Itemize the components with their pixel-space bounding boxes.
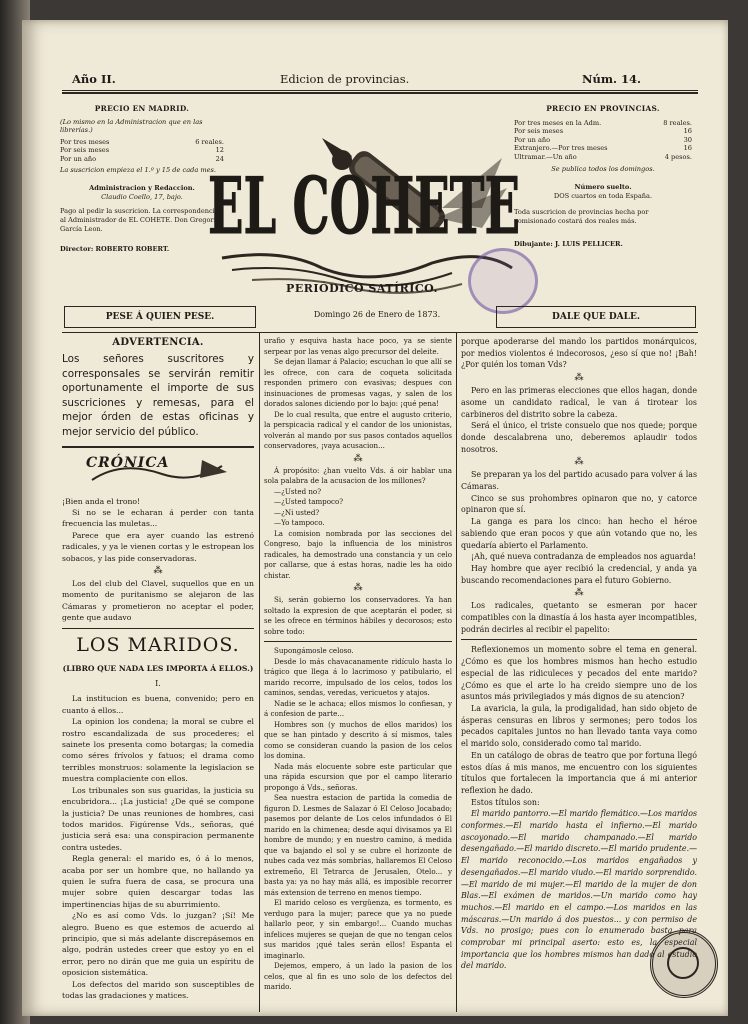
col2-paragraph: Hombres son (y muchos de ellos maridos) los que se han pintado y descrito á sí mismos, tales como se consideran cuando la pasion de los celos los domina. — [264, 719, 452, 760]
issue-date: Domingo 26 de Enero de 1873. — [313, 310, 441, 319]
banner-right-box — [496, 306, 696, 328]
advertencia-rule — [62, 446, 254, 448]
price-label: Extranjero.—Por tres meses — [514, 144, 608, 153]
drawer-name: Dibujante: J. LUIS PELLICER. — [514, 239, 623, 248]
maridos-paragraph: La institucion es buena, convenido; pero en cuanto á ellos... — [62, 694, 254, 715]
price-provinces-list — [514, 119, 692, 162]
right-info-block — [514, 104, 692, 248]
price-label: Por tres meses — [60, 137, 110, 146]
price-value: 8 reales. — [663, 118, 692, 127]
column-2 — [264, 336, 452, 993]
col2-paragraph: Nada más elocuente sobre este particular que una rápida escursion que por el campo literario propongo á Vds., señoras. — [264, 761, 452, 792]
seal-stamp-icon — [650, 930, 718, 998]
left-info-block — [60, 104, 224, 254]
col2-paragraph: Nadie se le achaca; ellos mismos lo confiesan, y á confesion de parte... — [264, 698, 452, 718]
price-value: 12 — [215, 146, 224, 155]
asterism: ⁂ — [574, 373, 584, 384]
section-rule — [62, 628, 254, 629]
price-value: 6 reales. — [195, 137, 224, 146]
edition-label: Edicion de provincias. — [280, 72, 410, 86]
price-provinces-heading: PRECIO EN PROVINCIAS. — [546, 104, 660, 113]
maridos-section: I. — [155, 679, 161, 689]
price-label: Por seis meses — [514, 127, 564, 136]
cronica-paragraph: Parece que era ayer cuando las estrenó radicales, y ya le vienen cortas y le estropean los sobacos, y las pide conservadoras. — [62, 530, 254, 563]
advertencia-body: Los señores suscritores y corresponsales se servirán remitir oportunamente el importe de sus suscriciones y remesas, para el mejor órden de estas oficinas y mejor servicio del público. — [62, 353, 254, 438]
issue-number: Núm. 14. — [582, 72, 642, 86]
column-rule-1 — [259, 332, 260, 1012]
price-madrid-heading: PRECIO EN MADRID. — [94, 104, 190, 113]
price-label: Por un año — [514, 135, 551, 144]
col2-paragraph: —¿Usted tampoco? — [274, 497, 344, 506]
col3-paragraph: El marido pantorro.—El marido flemático.—Los maridos conformes.—El marido hasta el infierno.—El marido ascoyonado.—El marido champanado.—El marido desengañado.—El marido discreto.—El marido prudente.—El marido reconocido.—Los maridos engañados y desengañados.—El marido viudo.—El marido sorprendido.—El marido de mi mujer.—El marido de la mujer de don Blas.—El exámen de maridos.—Un marido como hay muchos.—El marido en el campo.—Los maridos en las máscaras.—Un marido á dos puestos... y con permiso de Vds. no prosigo; pues con lo enumerado basta para comprobar mi principal aserto: esto es, la especial importancia que los hombres mismos han dado al estudio del marido. — [461, 809, 697, 971]
price-label: Por tres meses en la Adm. — [514, 118, 602, 127]
col3-paragraph: En un catálogo de obras de teatro que por fortuna llegó estos días á mis manos, me encuentro con los siguientes títulos que fortalecen la importancia que á mi anterior reflexion he dado. — [461, 750, 697, 795]
price-label: Por seis meses — [60, 146, 110, 155]
banner-right: DALE QUE DALE. — [552, 312, 640, 322]
advertencia-title: ADVERTENCIA. — [112, 337, 204, 348]
col2-paragraph: Á propósito: ¿han vuelto Vds. á oir hablar una sola palabra de la acusacion de los millones? — [264, 465, 452, 485]
price-value: 30 — [683, 135, 692, 144]
col3-paragraph: porque apoderarse del mando los partidos monárquicos, por medios violentos é indecorosos, ¿eso sí que no! ¡Bah! ¿Por quién los toman Vds? — [461, 337, 697, 370]
col3-paragraph: Reflexionemos un momento sobre el tema en general. ¿Cómo es que los hombres mismos han hecho estudio especial de las ridiculeces y pecados del ente marido? ¿Cómo es que el arte lo ha creido siempre uno de los asuntos más privilegiados y más dignos de su atencion? — [461, 645, 697, 702]
subscription-note: La suscricion empieza el 1.º y 15 de cada mes. — [60, 165, 217, 174]
col3-paragraph: Cinco se sus prohombres opinaron que no, y catorce opinaron que sí. — [461, 493, 697, 515]
maridos-subtitle: (LIBRO QUE NADA LES IMPORTA Á ELLOS.) — [62, 663, 254, 673]
newspaper-page — [22, 20, 728, 1016]
provinces-note: Toda suscricion de provincias hecha por comisionado costará dos reales más. — [514, 208, 649, 225]
cronica-paragraph: Si no se le echaran á perder con tanta frecuencia las muletas... — [62, 507, 254, 529]
orders-note: Pago al pedir la suscricion. La correspondencia al Administrador de EL COHETE. Don Gregorio García Leon. — [60, 207, 220, 233]
cronica-heading — [62, 452, 254, 492]
col2-paragraph: Sea nuestra estacion de partida la comedia de figuron D. Lesmes de Salazar ó El Celoso Jocabado; pasemos por delante de Los celos infundados ó El marido en la chimenea; desde aquí divisamos ya El hombre de mundo; y en nuestro camino, á medida que va bajando el sol y se cubre el horizonte de nubes cada vez más sombrías, hallaremos El Celoso extremeño, El Tetrarca de Jerusalen, Otelo... y basta ya: ya no hay más allá, es imposible recorrer más extension de terreno en menos tiempo. — [264, 793, 452, 897]
col2-paragraph: —¿Ni usted? — [274, 507, 320, 517]
banner-left-box — [64, 306, 256, 328]
asterism: ⁂ — [353, 453, 363, 464]
price-value: 24 — [215, 154, 224, 163]
admin-address: Claudio Coello, 17, bajo. — [101, 192, 183, 201]
price-value: 16 — [683, 127, 692, 136]
cronica-paragraph: Los del club del Clavel, suquellos que en un momento de puritanismo se alejaron de las Cámaras y prometieron no aceptar el poder, gente que audavo — [62, 579, 254, 623]
price-madrid-note: (Lo mismo en la Administracion que en las librerías.) — [60, 117, 203, 135]
col3-paragraph: Los radicales, quetanto se esmeran por hacer compatibles con la dinastía á los hasta ayer incompatibles, podrán decirles al recibir el papelito: — [461, 601, 697, 634]
publication-note: Se publica todos los domingos. — [551, 164, 655, 173]
col3-paragraph: La ganga es para los cinco: han hecho el héroe sabiendo que eran pocos y que aún votando que no, les quedaría abierto el Parlamento. — [461, 517, 697, 550]
section-rule — [461, 639, 697, 640]
col3-paragraph: Se preparan ya los del partido acusado para volver á las Cámaras. — [461, 470, 697, 492]
maridos-paragraph: ¿No es así como Vds. lo juzgan? ¡Sí! Me alegro. Bueno es que estemos de acuerdo al principio, que si más adelante discrepásemos en algo, podrán ustedes creer que estoy yo en el error, pero no dirán que me guia un espíritu de oposicion sistemática. — [62, 911, 254, 978]
maridos-paragraph: La opinion los condena; la moral se cubre el rostro escandalizada de sus procederes; el sainete los presenta como botargas; la comedia como séres frívolos y fatuos; el drama como terribles monstruos: solamente la legislacion se muestra complaciente con ellos. — [62, 717, 254, 784]
asterism: ⁂ — [153, 566, 163, 576]
maridos-title: LOS MARIDOS. — [76, 633, 240, 656]
section-rule — [264, 641, 452, 642]
loose-number-heading: Número suelto. — [574, 183, 632, 192]
cronica-paragraph: ¡Bien anda el trono! — [62, 496, 141, 506]
col3-paragraph: La avaricia, la gula, la prodigalidad, han sido objeto de ásperas censuras en libros y sermones; pero todos los pecados capitales juntos no han llevado tanta vaya como el marido solo, considerado como tal marido. — [461, 703, 697, 749]
price-label: Por un año — [60, 154, 97, 163]
col3-paragraph: Pero en las primeras elecciones que ellos hagan, donde asome un candidato radical, le van á tirotear los carbineros del distrito sobre la cabeza. — [461, 386, 697, 419]
masthead-subtitle: PERIÓDICO SATÍRICO. — [286, 282, 438, 295]
maridos-paragraph: Los defectos del marido son susceptibles de todas las gradaciones y matices. — [62, 979, 254, 1000]
loose-number-price: DOS cuartos en toda España. — [553, 191, 653, 200]
price-label: Ultramar.—Un año — [514, 152, 577, 161]
column-3 — [461, 336, 697, 972]
banner-rule — [62, 332, 698, 333]
col3-paragraph: Será el único, el triste consuelo que nos quede; porque donde descalabrena uno, deberemos aplaudir todos nosotros. — [461, 421, 697, 454]
col3-paragraph: Hay hombre que ayer recibió la credencial, y anda ya buscando recomendaciones para el futuro Gobierno. — [461, 563, 697, 585]
library-stamp-icon — [468, 248, 538, 314]
col2-paragraph: urafio y esquiva hasta hace poco, ya se siente serpear por las venas algo precursor del deleite. — [264, 336, 452, 356]
col3-paragraph: ¡Ah, qué nueva contradanza de empleados nos aguarda! — [471, 552, 697, 562]
col2-paragraph: Se dejan llamar á Palacio; escuchan lo que allí se les ofrece, con cara de coqueta solicitada responden primero con evasivas; despues con insinuaciones de promesas vagas, y salen de los dorados salones diciendo por lo bajo: ¡qué pena! — [264, 357, 452, 408]
col2-paragraph: —Yo tampoco. — [274, 518, 325, 527]
header-rule — [62, 90, 698, 91]
header-rule-thick — [62, 92, 698, 94]
price-value: 16 — [683, 144, 692, 153]
masthead-title: EL COHETE — [208, 161, 520, 252]
maridos-paragraph: Regla general: el marido es, ó á lo menos, acaba por ser un hombre que, no hallando ya quien le sufra fuera de casa, se procura una mujer sobre quien descargar todas las impertinencias hijas de su aburrimiento. — [62, 854, 254, 909]
col2-paragraph: Desde lo más chavacanamente ridículo hasta lo trágico que llega á lo lacrimoso y patibulario, el marido recorre, impulsado de los celos, todos los caminos, sendas, veredas, vericuetos y atajos. — [264, 656, 452, 697]
col3-paragraph: Estos títulos son: — [471, 797, 540, 807]
price-value: 4 pesos. — [664, 152, 692, 161]
col2-paragraph: La comision nombrada por las secciones del Congreso, bajo la influencia de los ministros radicales, ha demostrado una constancia y un celo por callarse, que á estas horas, nadie les ha oido chistar. — [264, 528, 452, 580]
col2-paragraph: Si, serán gobierno los conservadores. Ya han soltado la expresion de que aceptarán el poder, si se les ofrece en términos hábiles y decorosos; esto sobre todo: — [264, 595, 452, 636]
price-madrid-list — [60, 138, 224, 164]
year-label: Año II. — [72, 72, 116, 86]
asterism: ⁂ — [353, 583, 363, 593]
column-1 — [62, 336, 254, 1001]
director-name: Director: ROBERTO ROBERT. — [60, 245, 170, 254]
column-rule-2 — [456, 332, 457, 1012]
col2-paragraph: Dejemos, empero, á un lado la pasion de los celos, que al fin es uno solo de los defectos del marido. — [264, 961, 452, 991]
cronica-title: CRÓNICA — [86, 454, 170, 471]
banner-left: PESE Á QUIEN PESE. — [105, 312, 215, 322]
col2-paragraph: Supongámosle celoso. — [274, 646, 354, 655]
asterism: ⁂ — [574, 457, 584, 468]
maridos-paragraph: Los tribunales son sus guaridas, la justicia su encubridora... ¡La justicia! ¿De qué se compone la justicia? De unas reuniones de hombres, casi todos maridos. Figúrense Vds., señoras, qué justicia será esa: una conspiracion permanente contra ustedes. — [62, 785, 254, 852]
admin-heading: Administracion y Redaccion. — [89, 184, 195, 193]
asterism: ⁂ — [574, 588, 584, 599]
col2-paragraph: El marido celoso es vergüenza, es tormento, es verdugo para la mujer; parece que ya no puede hallarlo peor, y sin embargo!... Cuando muchas infelices mujeres se quejan de que no tengan celos sus maridos ¡qué tales serán ellos! Espanta el imaginarlo. — [264, 898, 452, 960]
col2-paragraph: De lo cual resulta, que entre el augusto criterio, la perspicacia radical y el candor de los unionistas, volverán al mando por sus pasos contados aquellos conservadores, ¡vaya acusacion... — [264, 409, 452, 450]
col2-paragraph: —¿Usted no? — [274, 486, 322, 496]
